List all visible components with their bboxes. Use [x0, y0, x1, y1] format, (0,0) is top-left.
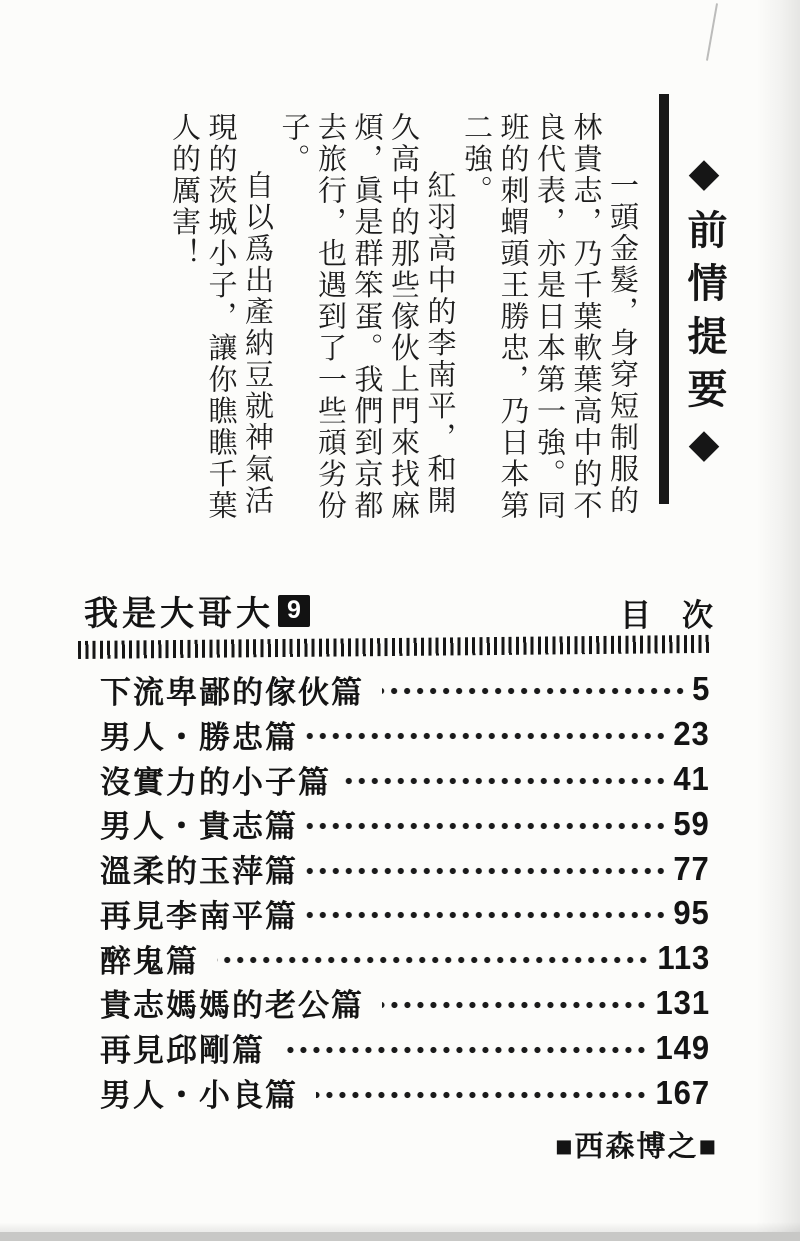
toc-row: [100, 981, 710, 1026]
dot-leader: [316, 1089, 648, 1101]
recap-paragraph: 紅羽高中的李南平，和開久高中的那些傢伙上門來找麻煩，眞是群笨蛋。我們到京都去旅行，也遇到了一些頑劣份子。: [277, 112, 456, 522]
page-number: 77: [673, 849, 710, 887]
dot-leader: [283, 1044, 648, 1056]
recap-paragraph: 一頭金髮，身穿短制服的林貴志，乃千葉軟葉高中的不良代表，亦是日本第一強。同班的刺蝟頭王勝忠，乃日本第二強。: [460, 112, 638, 522]
toc-row: [100, 846, 710, 891]
toc-row: [100, 667, 710, 712]
page-number: 41: [673, 759, 710, 797]
volume-number-badge: 9: [278, 595, 310, 627]
page-number: 59: [673, 804, 710, 842]
page-number: 167: [655, 1073, 710, 1111]
recap-divider-bar: [659, 94, 669, 504]
page-number: 131: [655, 983, 710, 1021]
author-credit: ■西森博之■: [554, 1131, 718, 1163]
page-edge-shade-bottom: [0, 1222, 800, 1232]
chapter-title: 再見邱剛篇: [100, 1033, 265, 1069]
dot-leader: [306, 820, 667, 832]
chapter-title: 溫柔的玉萍篇: [100, 854, 298, 890]
toc-row: [100, 757, 710, 802]
page-edge-strip-bottom: [0, 1232, 800, 1241]
dot-leader: [339, 775, 667, 787]
recap-story-summary: [166, 112, 641, 524]
chapter-title: 再見李南平篇: [100, 898, 298, 934]
dot-leader: [382, 685, 687, 697]
tick-bar-divider: [78, 635, 711, 659]
toc-row: [100, 891, 710, 936]
recap-heading: ◆前情提要◆: [682, 150, 726, 480]
chapter-title: 男人・小良篇: [100, 1078, 298, 1114]
page-number: 95: [673, 894, 710, 932]
scan-scratch-mark: [706, 3, 718, 60]
toc-row: [100, 936, 710, 981]
page-number: 23: [673, 715, 710, 753]
page-number: 113: [657, 939, 710, 977]
recap-paragraph: 自以爲出產納豆就神氣活現的茨城小子，讓你瞧瞧千葉人的厲害！: [168, 112, 273, 522]
toc-row: [100, 712, 710, 757]
dot-leader: [306, 909, 667, 921]
page-edge-shade-right: [756, 0, 800, 1241]
chapter-title: 貴志媽媽的老公篇: [100, 988, 364, 1024]
toc-row: [100, 801, 710, 846]
dot-leader: [382, 999, 648, 1011]
series-title: 我是大哥大: [84, 595, 274, 633]
dot-leader: [306, 865, 667, 877]
series-title-line: [84, 586, 310, 635]
page-number: 149: [655, 1028, 710, 1066]
chapter-title: 男人・貴志篇: [100, 809, 298, 845]
contents-heading: 目 次: [620, 598, 713, 633]
chapter-title: 醉鬼篇: [100, 943, 199, 979]
chapter-title: 男人・勝忠篇: [100, 719, 298, 755]
toc-row: [100, 1025, 710, 1070]
toc-row: [100, 1070, 710, 1115]
dot-leader: [217, 954, 650, 966]
dot-leader: [306, 730, 667, 742]
toc-list: [100, 667, 710, 1115]
chapter-title: 沒實力的小子篇: [100, 764, 331, 800]
chapter-title: 下流卑鄙的傢伙篇: [100, 674, 364, 710]
page-number: 5: [691, 670, 710, 708]
